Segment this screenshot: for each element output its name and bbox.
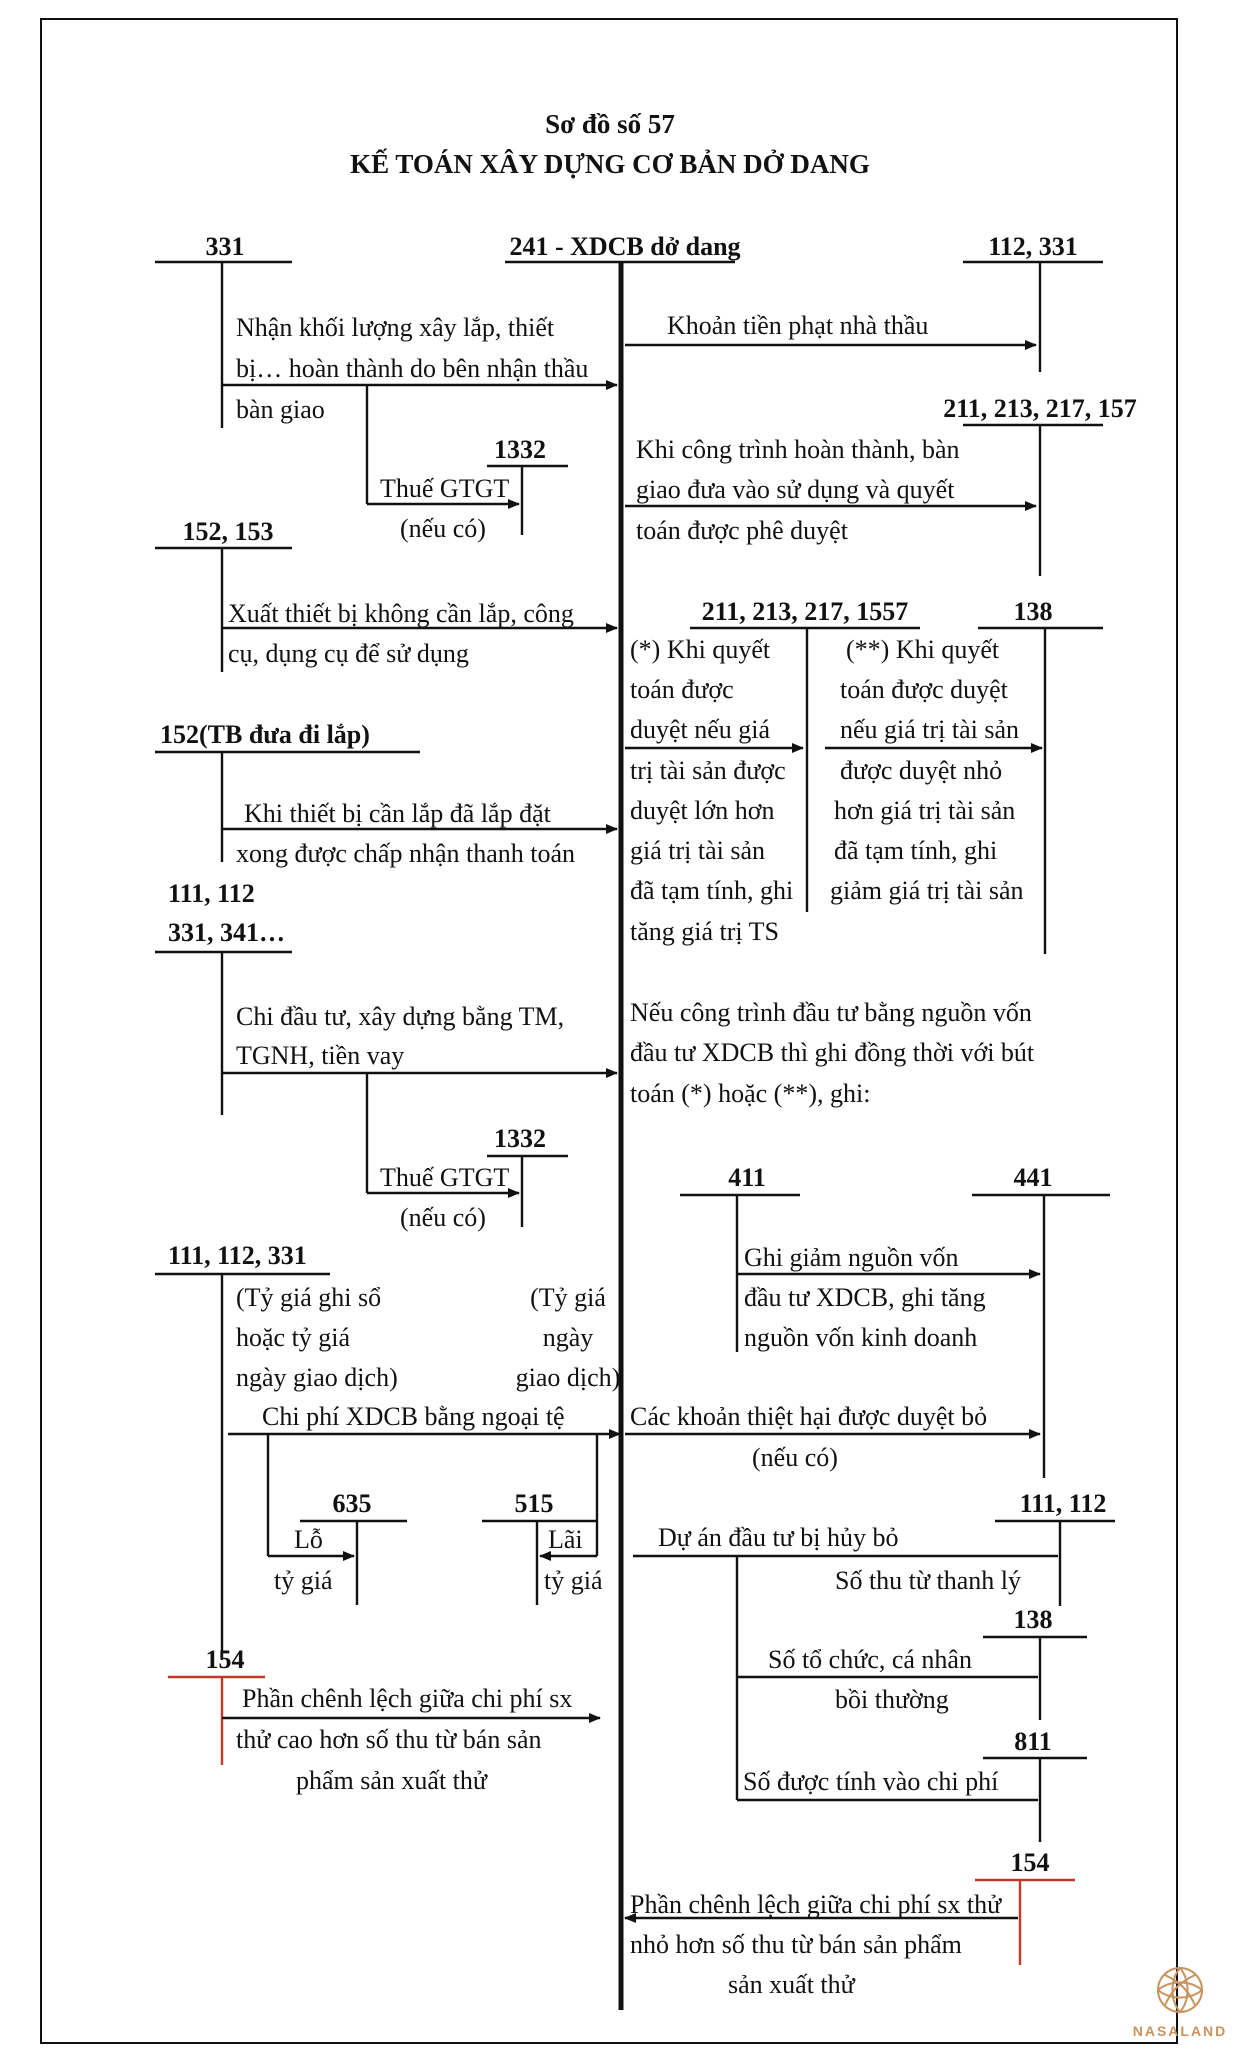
nasaland-logo	[1133, 1968, 1228, 2039]
thue-gtgt-1-line2: (nếu có)	[400, 514, 486, 543]
star1-line8: tăng giá trị TS	[630, 917, 780, 946]
account-112-331-label: 112, 331	[988, 232, 1078, 261]
chenh-lech-left-line1: Phần chênh lệch giữa chi phí sx	[242, 1684, 573, 1713]
star1-line7: đã tạm tính, ghi	[630, 876, 794, 905]
thue-gtgt-1-line1: Thuế GTGT	[380, 474, 510, 503]
nhan-kl-line1: Nhận khối lượng xây lắp, thiết	[236, 313, 555, 342]
account-111-112-label-line2: 331, 341…	[168, 918, 285, 947]
chenh-lech-right-line2: nhỏ hơn số thu từ bán sản phẩm	[630, 1930, 962, 1959]
star1-line3: duyệt nếu giá	[630, 715, 771, 744]
khi-tb-lap-line2: xong được chấp nhận thanh toán	[236, 839, 576, 868]
account-111-112-label-line1: 111, 112	[168, 879, 255, 908]
account-111-112-b-label: 111, 112	[1019, 1489, 1107, 1518]
star2-line6: đã tạm tính, ghi	[834, 836, 998, 865]
account-138-2-label: 138	[1013, 1605, 1053, 1634]
ty-gia-ghi-so-line1: (Tỷ giá ghi sổ	[236, 1283, 382, 1312]
chi-dau-tu-line2: TGNH, tiền vay	[236, 1041, 405, 1070]
account-411-label: 411	[728, 1163, 766, 1192]
khi-cong-trinh-line1: Khi công trình hoàn thành, bàn	[636, 435, 960, 464]
khi-cong-trinh-line3: toán được phê duyệt	[636, 516, 848, 545]
account-515-label: 515	[514, 1489, 554, 1518]
account-138-1-label: 138	[1013, 597, 1053, 626]
star1-line6: giá trị tài sản	[630, 836, 766, 865]
ty-gia-ngay-line2: ngày	[542, 1323, 594, 1352]
ty-gia-ghi-so-line2: hoặc tỷ giá	[236, 1323, 351, 1352]
star2-line1: (**) Khi quyết	[846, 635, 1000, 664]
so-to-chuc-line2: bồi thường	[835, 1685, 949, 1714]
chenh-lech-right-line1: Phần chênh lệch giữa chi phí sx thử	[630, 1890, 1002, 1919]
account-211-157-label: 211, 213, 217, 157	[943, 394, 1137, 423]
account-152-153-label: 152, 153	[182, 517, 274, 546]
xuat-tb-line1: Xuất thiết bị không cần lắp, công	[228, 599, 574, 628]
chenh-lech-left-line3: phẩm sản xuất thử	[296, 1766, 488, 1795]
chi-phi-ngoai-te: Chi phí XDCB bằng ngoại tệ	[262, 1402, 565, 1431]
star2-line2: toán được duyệt	[840, 675, 1008, 704]
account-635-label: 635	[332, 1489, 372, 1518]
diagram-title: KẾ TOÁN XÂY DỰNG CƠ BẢN DỞ DANG	[350, 149, 870, 179]
neu-cong-trinh-line2: đầu tư XDCB thì ghi đồng thời với bút	[630, 1038, 1035, 1067]
khi-tb-lap-line1: Khi thiết bị cần lắp đã lắp đặt	[244, 799, 551, 828]
so-tinh-chi-phi: Số được tính vào chi phí	[743, 1767, 999, 1796]
khoan-thiet-hai-line1: Các khoản thiệt hại được duyệt bỏ	[630, 1402, 988, 1431]
account-331-label: 331	[205, 232, 245, 261]
khi-cong-trinh-line2: giao đưa vào sử dụng và quyết	[636, 475, 955, 504]
diagram-number: Sơ đồ số 57	[545, 109, 675, 139]
ghi-giam-line1: Ghi giảm nguồn vốn	[744, 1243, 959, 1272]
chenh-lech-right-line3: sản xuất thử	[728, 1970, 855, 1999]
star2-line5: hơn giá trị tài sản	[834, 796, 1016, 825]
so-to-chuc-line1: Số tổ chức, cá nhân	[768, 1645, 972, 1674]
account-154-left-label: 154	[205, 1645, 245, 1674]
lo-ty-gia-line2: tỷ giá	[274, 1566, 333, 1595]
lotus-icon	[1158, 1968, 1202, 2012]
star1-line1: (*) Khi quyết	[630, 635, 771, 664]
ty-gia-ngay-line3: giao dịch)	[515, 1363, 621, 1392]
star1-line4: trị tài sản được	[630, 756, 786, 785]
so-thu-thanh-ly: Số thu từ thanh lý	[835, 1566, 1021, 1595]
xuat-tb-line2: cụ, dụng cụ để sử dụng	[228, 639, 469, 668]
account-111-112-331-label: 111, 112, 331	[168, 1241, 307, 1270]
ghi-giam-line3: nguồn vốn kinh doanh	[744, 1323, 978, 1352]
star2-line7: giảm giá trị tài sản	[830, 876, 1024, 905]
khoan-thiet-hai-line2: (nếu có)	[752, 1443, 838, 1472]
thue-gtgt-2-line1: Thuế GTGT	[380, 1163, 510, 1192]
account-1332-1-label: 1332	[494, 435, 546, 464]
star1-line5: duyệt lớn hơn	[630, 796, 775, 825]
ghi-giam-line2: đầu tư XDCB, ghi tăng	[744, 1283, 986, 1312]
lai-ty-gia-line2: tỷ giá	[544, 1566, 603, 1595]
account-241-label: 241 - XDCB dở dang	[509, 232, 741, 261]
neu-cong-trinh-line1: Nếu công trình đầu tư bằng nguồn vốn	[630, 998, 1032, 1027]
account-441-label: 441	[1013, 1163, 1053, 1192]
account-211-1557-label: 211, 213, 217, 1557	[701, 597, 909, 626]
star1-line2: toán được	[630, 675, 734, 704]
star2-line3: nếu giá trị tài sản	[840, 715, 1020, 744]
account-154-right-label: 154	[1010, 1848, 1050, 1877]
nhan-kl-line2: bị… hoàn thành do bên nhận thầu	[236, 354, 589, 383]
chi-dau-tu-line1: Chi đầu tư, xây dựng bằng TM,	[236, 1002, 565, 1031]
thue-gtgt-2-line2: (nếu có)	[400, 1203, 486, 1232]
logo-text: NASALAND	[1132, 2023, 1228, 2039]
star2-line4: được duyệt nhỏ	[840, 756, 1003, 785]
account-1332-2-label: 1332	[494, 1124, 546, 1153]
ty-gia-ghi-so-line3: ngày giao dịch)	[236, 1363, 398, 1392]
chenh-lech-left-line2: thử cao hơn số thu từ bán sản	[236, 1725, 542, 1754]
nhan-kl-line3: bàn giao	[236, 395, 325, 424]
neu-cong-trinh-line3: toán (*) hoặc (**), ghi:	[630, 1079, 871, 1108]
account-152tb-label: 152(TB đưa đi lắp)	[160, 720, 370, 749]
khoan-tien-phat: Khoản tiền phạt nhà thầu	[667, 311, 929, 340]
du-an-huy: Dự án đầu tư bị hủy bỏ	[658, 1523, 899, 1552]
account-811-label: 811	[1014, 1727, 1052, 1756]
ty-gia-ngay-line1: (Tỷ giá	[530, 1283, 606, 1312]
lo-ty-gia-line1: Lỗ	[294, 1525, 323, 1554]
lai-ty-gia-line1: Lãi	[548, 1525, 583, 1554]
